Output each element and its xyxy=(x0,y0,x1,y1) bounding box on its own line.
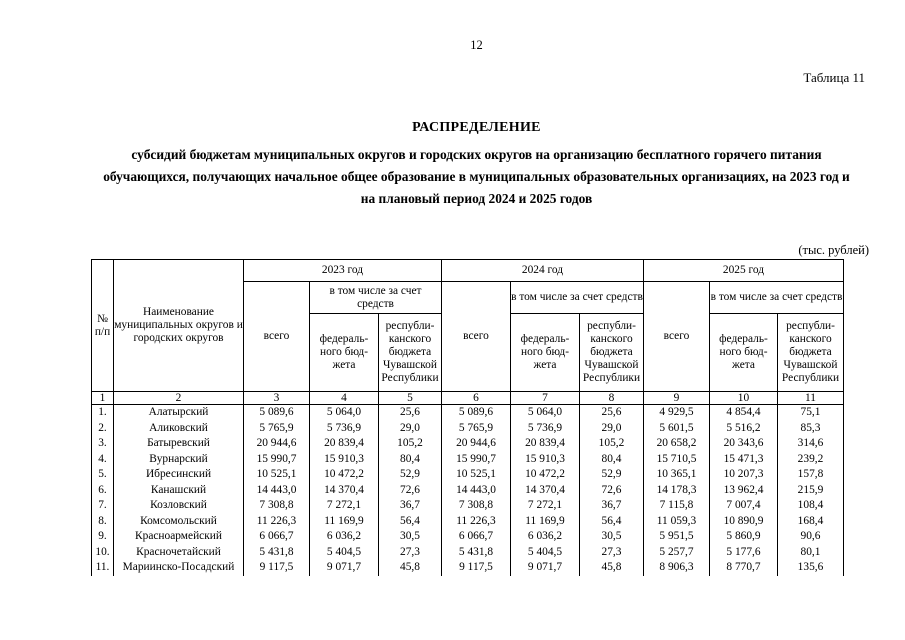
cell-value: 27,3 xyxy=(379,545,442,561)
cell-value: 9 071,7 xyxy=(511,560,580,576)
cell-value: 30,5 xyxy=(580,529,644,545)
district-name: Аликовский xyxy=(114,421,244,437)
col-header-number: № п/п xyxy=(92,260,114,392)
cell-value: 14 370,4 xyxy=(511,483,580,499)
cell-value: 5 404,5 xyxy=(511,545,580,561)
cell-value: 11 226,3 xyxy=(244,514,310,530)
column-number: 5 xyxy=(379,392,442,405)
cell-value: 80,1 xyxy=(778,545,844,561)
cell-value: 80,4 xyxy=(379,452,442,468)
subsidy-table xyxy=(91,259,844,576)
row-number: 10. xyxy=(92,545,114,561)
district-name: Красночетайский xyxy=(114,545,244,561)
table-row xyxy=(92,452,844,468)
incl-header-2023: в том числе за счет средств xyxy=(310,282,442,314)
cell-value: 5 951,5 xyxy=(644,529,710,545)
page-number: 12 xyxy=(470,38,483,52)
table-row xyxy=(92,498,844,514)
table-label: Таблица 11 xyxy=(803,70,865,85)
cell-value: 11 226,3 xyxy=(442,514,511,530)
cell-value: 13 962,4 xyxy=(710,483,778,499)
column-number: 4 xyxy=(310,392,379,405)
cell-value: 314,6 xyxy=(778,436,844,452)
cell-value: 5 765,9 xyxy=(442,421,511,437)
cell-value: 10 365,1 xyxy=(644,467,710,483)
row-number: 9. xyxy=(92,529,114,545)
year-header-2025: 2025 год xyxy=(644,260,844,282)
cell-value: 20 839,4 xyxy=(511,436,580,452)
cell-value: 108,4 xyxy=(778,498,844,514)
column-number: 8 xyxy=(580,392,644,405)
table-row xyxy=(92,421,844,437)
cell-value: 5 064,0 xyxy=(310,405,379,421)
district-name: Козловский xyxy=(114,498,244,514)
column-number: 3 xyxy=(244,392,310,405)
cell-value: 45,8 xyxy=(379,560,442,576)
cell-value: 5 064,0 xyxy=(511,405,580,421)
cell-value: 135,6 xyxy=(778,560,844,576)
column-number: 6 xyxy=(442,392,511,405)
cell-value: 6 036,2 xyxy=(310,529,379,545)
cell-value: 8 770,7 xyxy=(710,560,778,576)
cell-value: 7 272,1 xyxy=(511,498,580,514)
col-header-federal-2024: федераль- ного бюд- жета xyxy=(511,314,580,392)
row-number: 11. xyxy=(92,560,114,576)
cell-value: 105,2 xyxy=(379,436,442,452)
cell-value: 56,4 xyxy=(580,514,644,530)
table-row xyxy=(92,560,844,576)
row-number: 4. xyxy=(92,452,114,468)
cell-value: 5 736,9 xyxy=(310,421,379,437)
cell-value: 85,3 xyxy=(778,421,844,437)
cell-value: 36,7 xyxy=(379,498,442,514)
table-row xyxy=(92,405,844,421)
table-row xyxy=(92,545,844,561)
column-number: 10 xyxy=(710,392,778,405)
incl-header-2024: в том числе за счет средств xyxy=(511,282,644,314)
row-number: 3. xyxy=(92,436,114,452)
district-name: Ибресинский xyxy=(114,467,244,483)
district-name: Алатырский xyxy=(114,405,244,421)
cell-value: 11 059,3 xyxy=(644,514,710,530)
row-number: 2. xyxy=(92,421,114,437)
cell-value: 9 117,5 xyxy=(442,560,511,576)
cell-value: 29,0 xyxy=(580,421,644,437)
column-number: 2 xyxy=(114,392,244,405)
col-header-total-2025: всего xyxy=(644,282,710,392)
cell-value: 20 944,6 xyxy=(244,436,310,452)
cell-value: 215,9 xyxy=(778,483,844,499)
cell-value: 239,2 xyxy=(778,452,844,468)
cell-value: 5 089,6 xyxy=(244,405,310,421)
cell-value: 5 404,5 xyxy=(310,545,379,561)
year-header-2024: 2024 год xyxy=(442,260,644,282)
cell-value: 27,3 xyxy=(580,545,644,561)
col-header-republic-2024: республи- канского бюджета Чувашской Республики xyxy=(580,314,644,392)
document-title: РАСПРЕДЕЛЕНИЕ xyxy=(412,120,541,135)
cell-value: 7 272,1 xyxy=(310,498,379,514)
table-row xyxy=(92,436,844,452)
cell-value: 45,8 xyxy=(580,560,644,576)
cell-value: 5 089,6 xyxy=(442,405,511,421)
year-header-2023: 2023 год xyxy=(244,260,442,282)
cell-value: 20 944,6 xyxy=(442,436,511,452)
cell-value: 5 431,8 xyxy=(442,545,511,561)
col-header-federal-2025: федераль- ного бюд- жета xyxy=(710,314,778,392)
cell-value: 14 178,3 xyxy=(644,483,710,499)
cell-value: 5 736,9 xyxy=(511,421,580,437)
incl-header-2025: в том числе за счет средств xyxy=(710,282,844,314)
cell-value: 11 169,9 xyxy=(511,514,580,530)
cell-value: 30,5 xyxy=(379,529,442,545)
table-row xyxy=(92,529,844,545)
col-header-name: Наименование муниципальных округов и городских округов xyxy=(114,260,244,392)
cell-value: 20 343,6 xyxy=(710,436,778,452)
column-number: 7 xyxy=(511,392,580,405)
cell-value: 105,2 xyxy=(580,436,644,452)
cell-value: 72,6 xyxy=(580,483,644,499)
district-name: Мариинско-Посадский xyxy=(114,560,244,576)
cell-value: 15 471,3 xyxy=(710,452,778,468)
cell-value: 7 007,4 xyxy=(710,498,778,514)
row-number: 7. xyxy=(92,498,114,514)
cell-value: 5 516,2 xyxy=(710,421,778,437)
cell-value: 72,6 xyxy=(379,483,442,499)
cell-value: 10 207,3 xyxy=(710,467,778,483)
cell-value: 168,4 xyxy=(778,514,844,530)
cell-value: 14 443,0 xyxy=(442,483,511,499)
district-name: Канашский xyxy=(114,483,244,499)
cell-value: 15 710,5 xyxy=(644,452,710,468)
cell-value: 36,7 xyxy=(580,498,644,514)
cell-value: 6 066,7 xyxy=(244,529,310,545)
cell-value: 20 839,4 xyxy=(310,436,379,452)
cell-value: 7 308,8 xyxy=(442,498,511,514)
cell-value: 15 990,7 xyxy=(442,452,511,468)
cell-value: 6 036,2 xyxy=(511,529,580,545)
col-header-total-2023: всего xyxy=(244,282,310,392)
cell-value: 7 308,8 xyxy=(244,498,310,514)
district-name: Батыревский xyxy=(114,436,244,452)
document-subtitle: субсидий бюджетам муниципальных округов и городских округов на организацию бесплатного горячего питания обучающихся, получающих начальное общее образование в муниципальных образовательных организациях, на 2023 год и на плановый период 2024 и 2025 годов xyxy=(103,147,850,206)
cell-value: 80,4 xyxy=(580,452,644,468)
cell-value: 15 910,3 xyxy=(511,452,580,468)
table-row xyxy=(92,467,844,483)
cell-value: 52,9 xyxy=(379,467,442,483)
cell-value: 5 431,8 xyxy=(244,545,310,561)
cell-value: 15 910,3 xyxy=(310,452,379,468)
cell-value: 14 443,0 xyxy=(244,483,310,499)
cell-value: 5 860,9 xyxy=(710,529,778,545)
table-row xyxy=(92,483,844,499)
row-number: 8. xyxy=(92,514,114,530)
cell-value: 157,8 xyxy=(778,467,844,483)
cell-value: 5 257,7 xyxy=(644,545,710,561)
district-name: Вурнарский xyxy=(114,452,244,468)
cell-value: 29,0 xyxy=(379,421,442,437)
cell-value: 20 658,2 xyxy=(644,436,710,452)
row-number: 1. xyxy=(92,405,114,421)
cell-value: 11 169,9 xyxy=(310,514,379,530)
table-body xyxy=(92,405,844,576)
district-name: Комсомольский xyxy=(114,514,244,530)
cell-value: 9 117,5 xyxy=(244,560,310,576)
cell-value: 52,9 xyxy=(580,467,644,483)
district-name: Красноармейский xyxy=(114,529,244,545)
cell-value: 5 601,5 xyxy=(644,421,710,437)
cell-value: 5 177,6 xyxy=(710,545,778,561)
cell-value: 6 066,7 xyxy=(442,529,511,545)
cell-value: 10 525,1 xyxy=(244,467,310,483)
row-number: 5. xyxy=(92,467,114,483)
cell-value: 25,6 xyxy=(379,405,442,421)
cell-value: 15 990,7 xyxy=(244,452,310,468)
col-header-total-2024: всего xyxy=(442,282,511,392)
table-row xyxy=(92,514,844,530)
cell-value: 56,4 xyxy=(379,514,442,530)
column-number: 11 xyxy=(778,392,844,405)
column-numbers-row xyxy=(92,392,844,405)
units-label: (тыс. рублей) xyxy=(798,243,869,257)
cell-value: 7 115,8 xyxy=(644,498,710,514)
cell-value: 10 472,2 xyxy=(511,467,580,483)
col-header-republic-2023: республи- канского бюджета Чувашской Республики xyxy=(379,314,442,392)
row-number: 6. xyxy=(92,483,114,499)
cell-value: 25,6 xyxy=(580,405,644,421)
cell-value: 4 854,4 xyxy=(710,405,778,421)
cell-value: 10 890,9 xyxy=(710,514,778,530)
cell-value: 4 929,5 xyxy=(644,405,710,421)
cell-value: 10 472,2 xyxy=(310,467,379,483)
cell-value: 10 525,1 xyxy=(442,467,511,483)
col-header-federal-2023: федераль- ного бюд- жета xyxy=(310,314,379,392)
cell-value: 9 071,7 xyxy=(310,560,379,576)
cell-value: 8 906,3 xyxy=(644,560,710,576)
col-header-republic-2025: республи- канского бюджета Чувашской Республики xyxy=(778,314,844,392)
cell-value: 75,1 xyxy=(778,405,844,421)
cell-value: 5 765,9 xyxy=(244,421,310,437)
cell-value: 90,6 xyxy=(778,529,844,545)
cell-value: 14 370,4 xyxy=(310,483,379,499)
column-number: 1 xyxy=(92,392,114,405)
column-number: 9 xyxy=(644,392,710,405)
